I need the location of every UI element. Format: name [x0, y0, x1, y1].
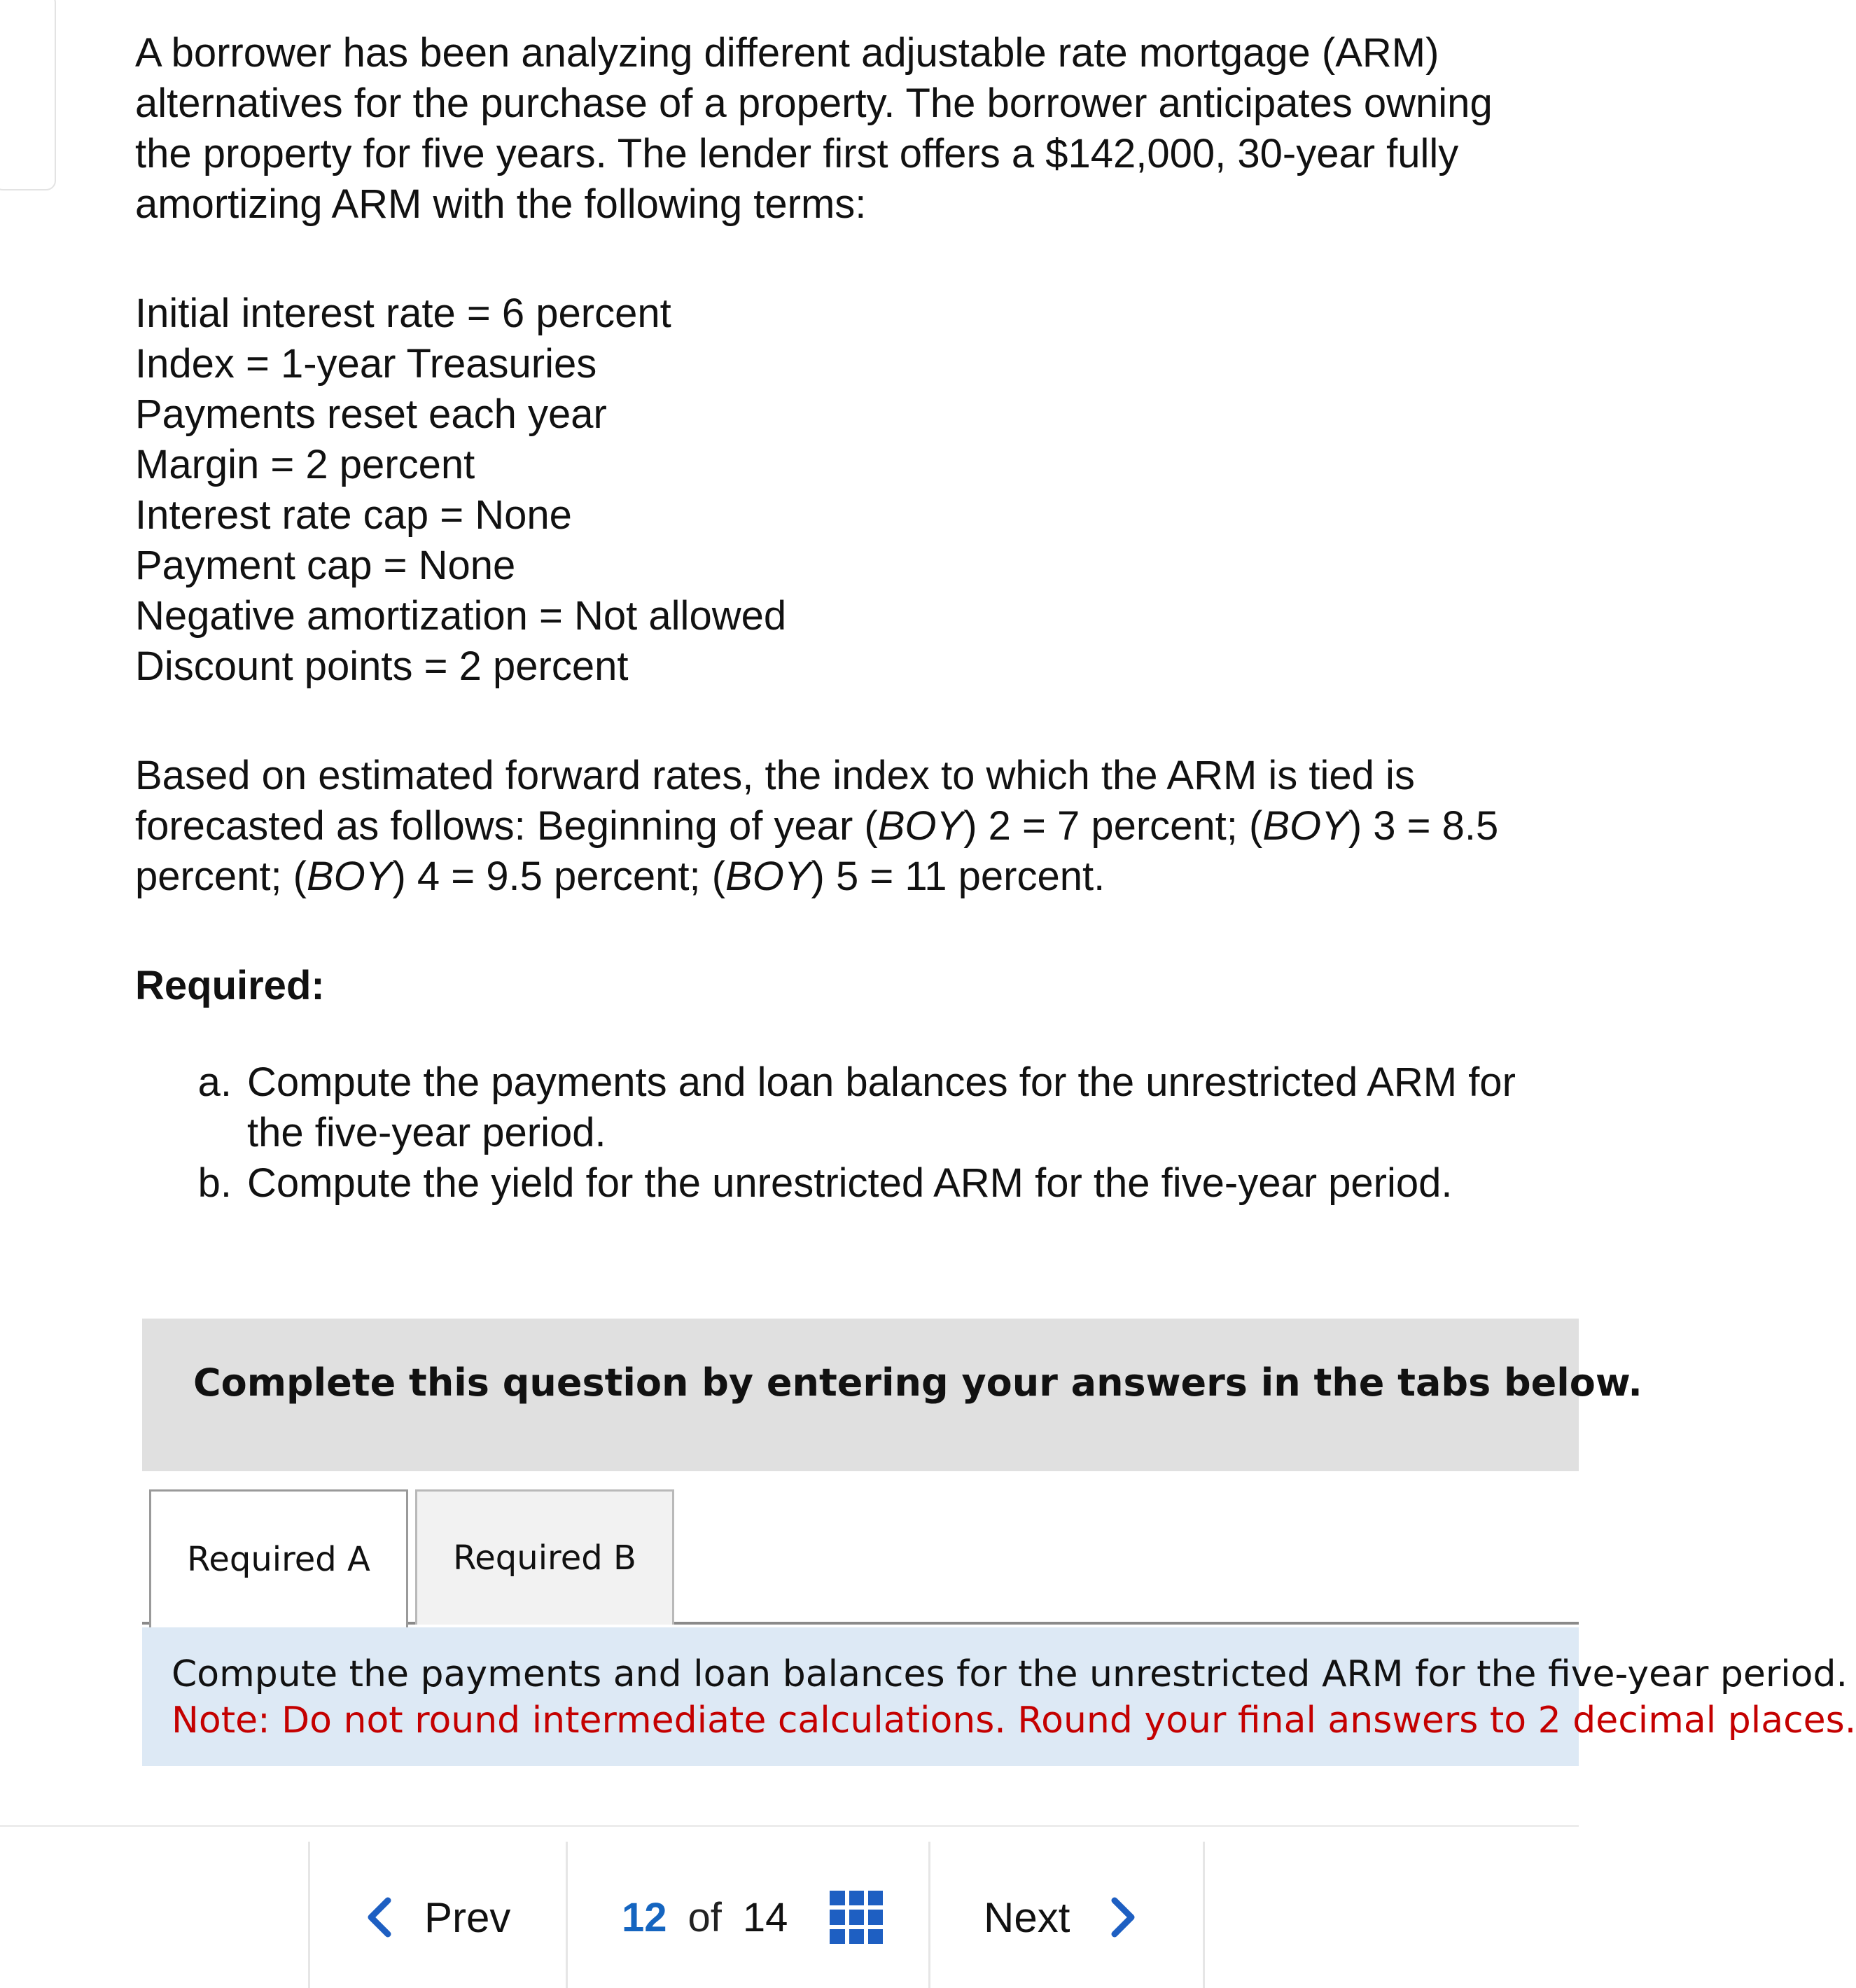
tab-instructions — [142, 1627, 1856, 1766]
chevron-left-icon — [363, 1896, 396, 1938]
nav-separator — [928, 1842, 930, 1988]
nav-separator — [566, 1842, 568, 1988]
term-payment-reset: Payments reset each year — [135, 391, 607, 437]
next-button[interactable] — [984, 1882, 1140, 1952]
required-item-b: b. Compute the yield for the unrestricted ARM for the five-year period. — [197, 1160, 1453, 1206]
next-label: Next — [984, 1893, 1070, 1941]
prev-button[interactable] — [363, 1882, 510, 1952]
tab-description: Compute the payments and loan balances for the unrestricted ARM for the five-year period. — [172, 1653, 1848, 1695]
index-forecast: Based on estimated forward rates, the index to which the ARM is tied is forecasted as follows: Beginning of year (BOY) 2 = 7 percent; (BOY) 3 = 8.5 percent; (BOY) 4 = 9.5 percent; (BOY) 5 = 11 percent. — [135, 753, 1499, 899]
prev-label: Prev — [424, 1893, 511, 1941]
required-item-a: a. Compute the payments and loan balances for the unrestricted ARM for the five-year period. — [197, 1059, 1516, 1155]
chevron-right-icon — [1106, 1896, 1140, 1938]
total-pages: 14 — [742, 1894, 788, 1940]
tab-required-a[interactable]: Required A — [149, 1489, 408, 1627]
answer-tabs — [142, 1489, 1579, 1625]
footer-divider — [0, 1825, 1579, 1827]
required-heading: Required: — [135, 963, 325, 1008]
instructions-banner: Complete this question by entering your answers in the tabs below. — [142, 1319, 1579, 1471]
nav-separator — [308, 1842, 310, 1988]
term-payment-cap: Payment cap = None — [135, 543, 516, 588]
required-list — [135, 1057, 1556, 1209]
grid-icon[interactable] — [830, 1891, 883, 1944]
term-rate-cap: Interest rate cap = None — [135, 492, 572, 538]
rounding-note: Note: Do not round intermediate calculations. Round your final answers to 2 decimal places. — [172, 1699, 1856, 1742]
tab-required-b[interactable]: Required B — [415, 1489, 674, 1625]
current-page: 12 — [622, 1894, 667, 1940]
page-of-label: of — [688, 1894, 722, 1940]
term-discount-points: Discount points = 2 percent — [135, 644, 629, 689]
term-margin: Margin = 2 percent — [135, 442, 475, 487]
page-indicator[interactable] — [622, 1882, 883, 1952]
left-panel-frame — [0, 0, 56, 190]
term-index: Index = 1-year Treasuries — [135, 341, 597, 387]
question-content — [135, 28, 1556, 1209]
term-initial-rate: Initial interest rate = 6 percent — [135, 291, 671, 336]
loan-terms-list — [135, 289, 1556, 692]
problem-intro: A borrower has been analyzing different adjustable rate mortgage (ARM) alternatives for the purchase of a property. The borrower anticipates owning the property for five years. The lender first offers a $142,000, 30-year fully amortizing ARM with the following terms: — [135, 30, 1493, 227]
nav-separator — [1203, 1842, 1205, 1988]
term-negative-amortization: Negative amortization = Not allowed — [135, 593, 787, 639]
